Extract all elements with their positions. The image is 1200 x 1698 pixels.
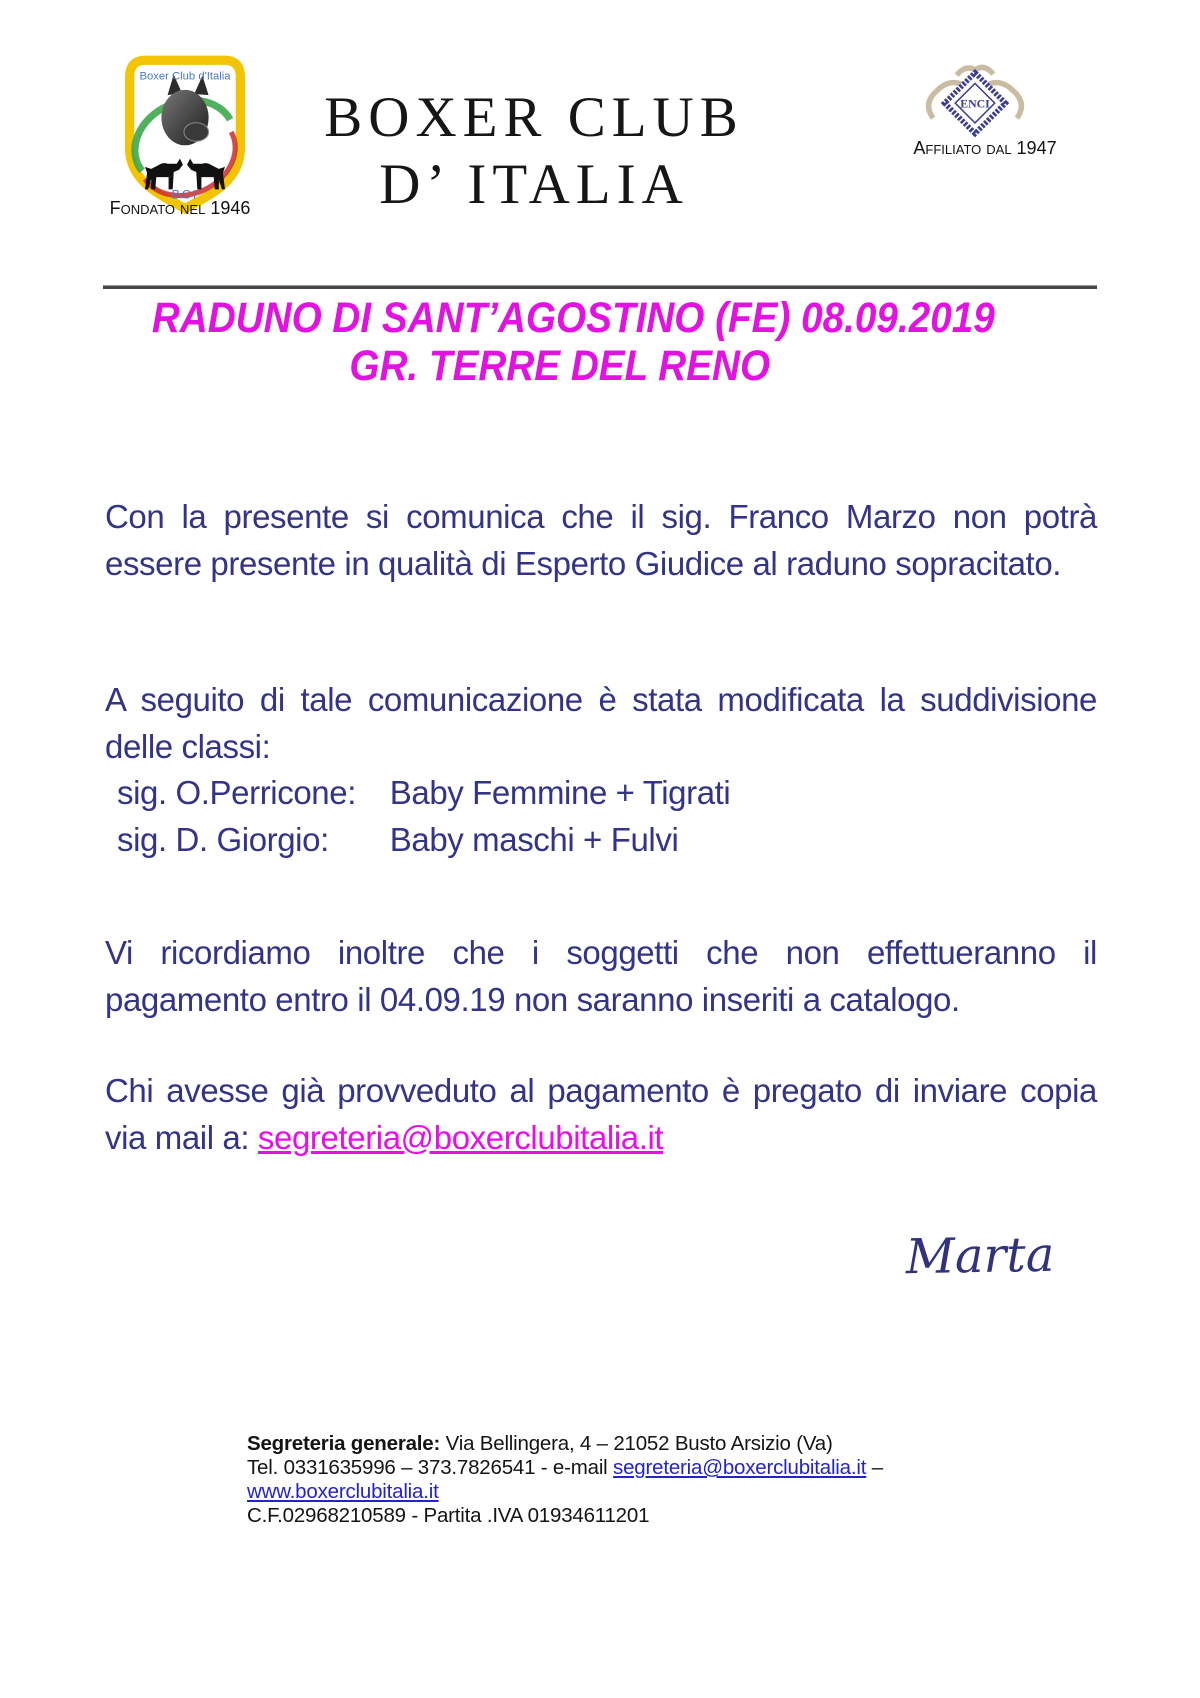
footer-website-link[interactable]: www.boxerclubitalia.it: [247, 1480, 439, 1503]
assignment-row: [117, 770, 1109, 817]
club-title: [278, 84, 790, 218]
affiliato-caption: Affiliato dal 1947: [913, 138, 1057, 158]
footer-line-address: [247, 1432, 1077, 1456]
paragraph-judge-absence: Con la presente si comunica che il sig. Franco Marzo non potrà essere presente in qualità di Esperto Giudice al raduno sopracitato.: [105, 498, 1097, 582]
paragraph-class-change: A seguito di tale comunicazione è stata modificata la suddivisione delle classi:: [105, 681, 1097, 765]
enci-logo: [905, 58, 1045, 144]
paragraph-send-copy: [105, 1068, 1097, 1161]
footer-line-fiscal: C.F.02968210589 - Partita .IVA 01934611201: [247, 1504, 650, 1527]
footer-separator: –: [866, 1456, 883, 1479]
header-divider: [103, 285, 1097, 289]
footer-phone-text: Tel. 0331635996 – 373.7826541 - e-mail: [247, 1456, 614, 1479]
footer-line-contacts: [247, 1456, 1077, 1504]
footer-email-link[interactable]: segreteria@boxerclubitalia.it: [613, 1456, 867, 1479]
club-title-line2: D’ ITALIA: [379, 153, 689, 216]
founded-caption: Fondato nel 1946: [109, 198, 251, 218]
notice-title-line2: GR. TERRE DEL RENO: [349, 342, 771, 390]
signature: Marta: [905, 1226, 1055, 1286]
judge-name: sig. D. Giorgio:: [117, 820, 329, 858]
body-email-link[interactable]: segreteria@boxerclubitalia.it: [257, 1118, 664, 1156]
shield-logo-icon: [116, 52, 254, 214]
judge-assignments: [105, 770, 1109, 863]
paragraph-payment-deadline: Vi ricordiamo inoltre che i soggetti che non effettueranno il pagamento entro il 04.09.19 non saranno inseriti a catalogo.: [105, 934, 1097, 1018]
judge-name: sig. O.Perricone:: [117, 774, 356, 811]
footer-label-segreteria: Segreteria generale:: [247, 1432, 441, 1455]
assignment-row: [117, 817, 1109, 864]
judge-classes: Baby Femmine + Tigrati: [389, 774, 731, 811]
enci-logo-icon: [905, 58, 1045, 144]
enci-label: ENCI: [960, 96, 990, 111]
boxer-club-shield-logo: [116, 52, 254, 214]
footer-address-text: Via Bellingera, 4 – 21052 Busto Arsizio (Va): [440, 1432, 833, 1455]
club-title-line1: BOXER CLUB: [324, 86, 744, 149]
judge-classes: Baby maschi + Fulvi: [389, 820, 679, 858]
shield-bci-label: BCI: [171, 187, 199, 202]
send-copy-text: Chi avesse già provveduto al pagamento è pregato di inviare copia via mail a:: [105, 1072, 1097, 1156]
notice-title: [105, 294, 1015, 390]
shield-club-name: Boxer Club d'Italia: [139, 70, 231, 83]
notice-title-line1: RADUNO DI SANT’AGOSTINO (FE) 08.09.2019: [151, 294, 995, 342]
footer: [247, 1432, 1077, 1528]
